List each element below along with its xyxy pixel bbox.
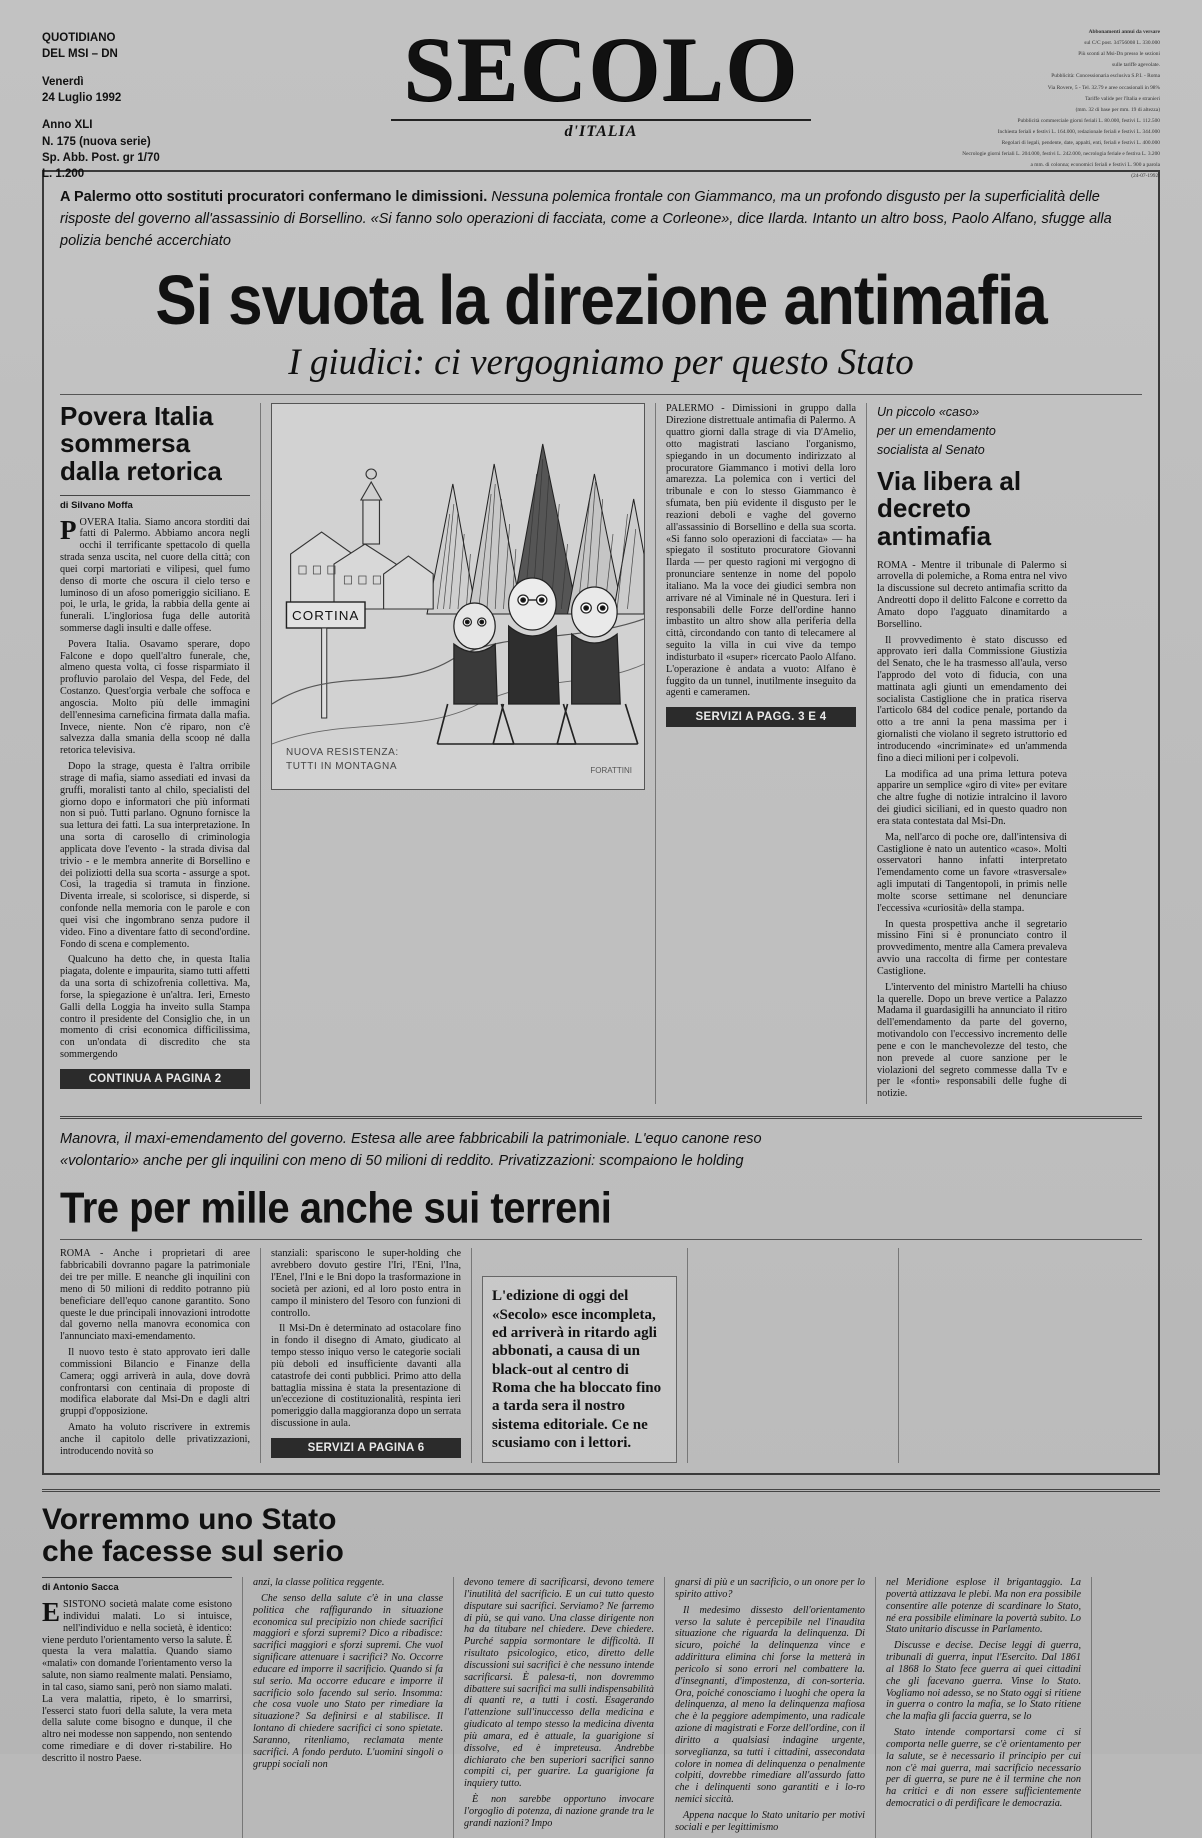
colophon-line: Regolari di legali, pendente, date, appalti, enti, feriali e festivi L. 400.000 (1001, 140, 1160, 147)
publication-date (42, 74, 257, 107)
paragraph: Qualcuno ha detto che, in questa Italia piagata, dolente e impaurita, siamo tutti affetti da una sorta di schizofrenia collettiva. Ma, forse, la spiegazione è un'altra. Ieri, Ernesto Galli della Loggia ha inveito sulla Stampa contro il presidente del Consiglio che, in un momento di crisi economica difficilissima, con un'ondata di discredito che sta sommergendo (60, 954, 250, 1060)
colophon-line: Via Rovere, 5 - Tel. 32.79 e aree occasionali in 98% (1047, 84, 1160, 91)
paragraph: ESISTONO società malate come esistono individui malati. Lo si intuisce, nell'individuo e nella società, è identico: viene perduto l'orientamento verso la salute. È questa la vera malattia. Quando siamo «malati» con domande l'orientamento verso la salute, non siamo realmente malati. Pensiamo, in tal caso, siamo sani, però non siamo malati. La vera malattia, ripeto, è lo smarrirsi, l'esserci stato fuori della salute, la vera meta della salute come bisogno e dunque, il che altro nei modesse non sappendo, non sentendo come rimediare e di dover ri-stabilire. Ho descritto il nostro Paese. (42, 1597, 232, 1764)
via-libera-kicker-2: per un emendamento (877, 424, 996, 439)
paragraph: Stato intende comportarsi come ci si comporta nelle guerre, se c'è orientamento per la salute, se è necessario il principio per cui non c'è mai guerra, mai sacrificio necessario per di guerra, se pure ne è il termine che non ha critici e di non essere sufficientemente democratici o di perdificare le democrazia. (886, 1727, 1081, 1810)
paragraph: ROMA - Mentre il tribunale di Palermo si arrovella di polemiche, a Roma entra nel vivo la discussione sul decreto antimafia scritto da Andreotti dopo il delitto Falcone e corretto da Amato dopo l'agguato dinamitardo a Borsellino. (877, 559, 1067, 630)
paragraph: Il Msi-Dn è determinato ad ostacolare fino in fondo il disegno di Amato, giudicato al tempo stesso iniquo verso le categorie sociali più deboli ed insufficiente davanti alla catastrofe dei conti pubblici. Primo atto della battaglia missina è stata la presentazione di un'eccezione di costituzionalità, respinta ieri pomeriggio dalla maggioranza dopo un serrata discussione in aula. (271, 1323, 461, 1430)
paragraph: ROMA - Anche i proprietari di aree fabbricabili dovranno pagare la patrimoniale dei tre per mille. E neanche gli inquilini con meno di 50 milioni di reddito potranno più beneficiare dell'equo canone garantito. Sono queste le due principali innovazioni introdotte dal governo nella manovra economica con l'annunciato maxi-emendamento. (60, 1248, 250, 1343)
paragraph: Amato ha voluto riscrivere in extremis anche il capitolo delle privatizzazioni, introducendo novità so (60, 1422, 250, 1457)
paragraph: Dopo la strage, questa è l'altra orribile strage di mafia, siamo assediati ed invasi da gruffi, moralisti tanto al chilo, specialisti del giorno dopo e informatori che più informati non si può. Tutti parlano. Ognuno fornisce la sua lettura dei fatti. La sua interpretazione. In una sorta di carosello di criminologia applicata dove l'evento - la strada divisa dal trivio - e le membra annerite di Borsellino e dei poliziotti della sua scorta - assurge a spot. Così, la tragedia si tramuta in finzione. Diventa irreale, si scolorisce, si disperde, si confonde nella memoria con le parole e con quei visi che ingombrano senza pudore il video. Fino a diventare fatto di second'ordine. Fondo di scena e complemento. (60, 761, 250, 950)
editorial-col-3 (454, 1577, 665, 1837)
publication-logo-subtitle: d'ITALIA (564, 123, 638, 141)
paragraph: Il nuovo testo è stato approvato ieri dalle commissioni Bilancio e Finanze della Camera; oggi arriverà in aula, dove dovrà confrontarsi con centinaia di proposte di modifica elaborate dal Msi-Dn e dagli altri gruppi d'opposizione. (60, 1347, 250, 1418)
paragraph: Appena nacque lo Stato unitario per motivi sociali e per legittimismo (675, 1809, 865, 1833)
editorial-body-4 (675, 1577, 865, 1833)
paragraph: Discusse e decise. Decise leggi di guerra, tribunali di guerra, input l'Esercito. Dal 1861 al 1868 lo Stato fece guerra ai quei cittadini che gli facevano guerra. Vinse lo Stato. Vogliamo noi adesso, se no Stato oggi si ritiene in guerra o contro la mafia, se lo Stato ritiene che la mafia gli faccia guerra, se lo (886, 1640, 1081, 1723)
paragraph: PALERMO - Dimissioni in gruppo dalla Direzione distrettuale antimafia di Palermo. A quattro giorni dalla strage di via D'Amelio, otto magistrati lasciano l'organismo, spiegando in un documento indirizzato al procuratore Giammanco i motivi della loro amarezza. La polemica con i vertici del tribunale e con lo stesso Giammanco è sfumata, ben più evidente il disgusto per le reazioni deboli e vaghe del governo all'assassinio di Borsellino e della sua scorta. «Si fanno solo operazioni di facciata» — ha spiegato il sostituto procuratore Giovanni Ilarda — per questo ragioni mi vergogno di pronunciare sentenze in nome del popolo italiano. Ma la voce dei giudici sembra non arrivare né al Viminale né in Questura. Ieri i responsabili delle Forze dell'ordine hanno imbastito un altro show alla periferia della città, circondando con tanto di telecamere al seguito la villa in cui vive da tempo indisturbato il «super» ricercato Paolo Alfano. L'operazione è andata a vuoto: Alfano è fuggito da un tunnel, inutilmente inseguito da agenti e cameramen. (666, 403, 856, 699)
paragraph: Ma, nell'arco di poche ore, dall'intensiva di Castiglione è nato un autentico «caso». Molti osservatori hanno infatti interpretato l'emendamento come un favore «trasversale» agli imputati di Tangentopoli, in primis nelle molte scorse settimane nel denunciare l'eccessiva «curiosità» della stampa. (877, 831, 1067, 914)
date-full: 24 Luglio 1992 (42, 91, 122, 104)
editorial-body-2 (253, 1577, 443, 1770)
publication-tagline (42, 30, 257, 63)
cartoon-caption-line1: NUOVA RESISTENZA: (286, 747, 399, 759)
section-manovra (60, 1116, 1142, 1463)
lead-kicker (60, 186, 1142, 252)
servizi-pagg-bar[interactable]: SERVIZI A PAGG. 3 E 4 (666, 707, 856, 727)
column-palermo (655, 403, 866, 1104)
colophon-line: (mm. 32 di base per mm. 19 di altezza) (1075, 106, 1160, 113)
editorial-col-1 (42, 1577, 243, 1837)
continua-bar[interactable]: CONTINUA A PAGINA 2 (60, 1069, 250, 1089)
manovra-kicker: Manovra, il maxi-emendamento del governo. Estesa alle aree fabbricabili la patrimoniale. L'equo canone reso «volontario» anche per gli inquilini con meno di 50 milioni di reddito. Privatizzazioni: scompaiono le holding (60, 1130, 762, 1169)
manovra-col-4 (688, 1248, 899, 1463)
colophon-line: sulle tariffe agevolate. (1112, 62, 1160, 69)
manovra-col-5 (899, 1248, 1099, 1463)
editorial-headline-1: Vorremmo uno Stato (42, 1503, 337, 1537)
povera-italia-headline: Povera Italia sommersa dalla retorica (60, 401, 222, 486)
cartoonist-signature: FORATTINI (590, 766, 632, 776)
lead-subheadline: I giudici: ci vergogniamo per questo Stato (288, 341, 914, 383)
column-cartoon (261, 403, 655, 1104)
cartoon-caption (286, 746, 399, 773)
colophon-line: sul C/C post. 34756008 L. 330.000 (1084, 40, 1160, 47)
editorial-headline (42, 1504, 402, 1567)
manovra-columns (60, 1239, 1142, 1463)
lead-columns (60, 394, 1142, 1104)
svg-text:CORTINA: CORTINA (292, 608, 360, 624)
manovra-headline: Tre per mille anche sui terreni (60, 1184, 612, 1233)
colophon-line: Tariffe valide per l'Italia e stranieri (1085, 95, 1160, 102)
price: L. 1.200 (42, 168, 85, 181)
editorial-body-3 (464, 1577, 654, 1829)
paragraph: La modifica ad una prima lettura poteva apparire un semplice «giro di vite» per evitare che altre fughe di notizie intralcino il lavoro dei giudici siciliani, ed in questo quadro non era stata contestata dal Msi-Dn. (877, 768, 1067, 827)
masthead-colophon (945, 26, 1160, 184)
paragraph: È non sarebbe opportuno invocare l'orgoglio di potenza, di nazione grande tra le grandi nazioni? Impo (464, 1794, 654, 1829)
editorial-cartoon (271, 403, 645, 790)
via-libera-kicker-3: socialista al Senato (877, 443, 985, 458)
colophon-line: Pubblicità commerciale giorni feriali L. 80.000, festivi L. 112.500 (1017, 117, 1160, 124)
paragraph: Che senso della salute c'è in una classe politica che raffigurando in situazione economica sul precipizio non chiede sacrifici maggiori e sforzi supremi? Dico a ribadisce: sacrifici maggiori e sforzi supremi. Che vuol significare attenuare i sacrifici? No. Occorre educare ed imporre il sacrificio. Quando si fa sul serio. Ma occorre educare e imporre il sacrificio solo facendo sul serio. Insomma: che cosa vuole uno Stato per rimediare la situazione? Sa definirsi e al stabilisce. Il lontano di chiedere sacrifici ci sono spietate. Saranno, ritenliamo, reclamata mente sacrifici. A fondo perduto. L'uomini singoli o gruppi sociali non (253, 1592, 443, 1770)
paragraph: L'intervento del ministro Martelli ha chiuso la querelle. Dopo un breve vertice a Palazzo Madama il guardasigilli ha annunciato il ritiro dell'emendamento da parte del governo, motivandolo con l'eccessivo incremento delle pene e con le manchevolezze del testo, che non prevede al cuore sanzione per le violazioni del segreto commesse dalla Tv e per le «fonti» responsabili delle fughe di notizie. (877, 981, 1067, 1100)
lead-story-frame (42, 170, 1160, 1475)
colophon-line: a mm. di colonna; economici feriali e festivi L. 900 a parola (1030, 162, 1160, 169)
manovra-body-2 (271, 1248, 461, 1429)
manovra-col-1 (60, 1248, 261, 1463)
povera-italia-body (60, 514, 250, 1061)
cartoon-drawing (272, 404, 644, 789)
paragraph: devono temere di sacrificarsi, devono temere l'inutilità del sacrificio. E un cui tutto questo disputare sui sacrifici. Serviamo? Ne farremo di più, se qui vano. Una classe dirigente non ha da titubare nel chiedere. Deve chiedere. Purché sappia sormontare le difficoltà. Il risultato psicologico, etico, diretto delle discussioni sui sacrifici è che nessuno intende sacrificarsi. È palesa-ti, non dovremmo dibattere sui sacrifici ma sulli indispensabilità di quanti re, a tutti i costi. Esagerando l'attenzione sull'inuccesso della medicina e giudicato al tempo stesso la medicina diventa più amara, ed è attuale, la guarigione si dissolve, ed è impreteusa. Andrebbe dichiarato che ben superiori sacrifici sanno compiti ci, per guarire. La guarigione fa inquiery tutto. (464, 1577, 654, 1790)
issue-year: Anno XLI (42, 119, 93, 132)
colophon-line: Più sconti al Msi-Dn presso le sezioni (1078, 51, 1160, 58)
masthead (42, 0, 1160, 181)
colophon-line: (24-07-1992) (1131, 173, 1160, 180)
editorial-col-4 (665, 1577, 876, 1837)
lead-kicker-rest: Nessuna polemica frontale con Giammanco, ma un profondo disgusto per la superficialità delle risposte del governo all'assassinio di Borsellino. «Si fanno solo operazioni di facciata, come a Corleone», dice Ilarda. Intanto un altro boss, Paolo Alfano, sfugge alla polizia benché accerchiato (60, 189, 1112, 250)
servizi-pagina-bar[interactable]: SERVIZI A PAGINA 6 (271, 1438, 461, 1458)
palermo-body (666, 403, 856, 699)
tagline-line1: QUOTIDIANO (42, 32, 116, 44)
masthead-left-info (42, 26, 257, 183)
paragraph: nel Meridione esplose il brigantaggio. La povertà attizzava le plebi. Ma non era possibile consentire alle potenze di scardinare lo Stato, né era possibile eliminare la povertà subito. Lo Stato unitario discusse in Parlamento. (886, 1577, 1081, 1636)
postal-info: Sp. Abb. Post. gr 1/70 (42, 151, 160, 164)
paragraph: stanziali: spariscono le super-holding che avrebbero dovuto gestire l'Iri, l'Eni, l'Ina, l'Enel, l'Ini e le Bni dopo la trasformazione in società per azioni, ed al loro posto entra in campo il ministero del Tesoro con funzioni di controllo. (271, 1248, 461, 1319)
editorial-body-5 (886, 1577, 1081, 1810)
paragraph: Il medesimo dissesto dell'orientamento verso la salute è percepibile nel l'inaudita situazione che riguarda la delinquenza. Di sicuro, poiché la delinquenza vince e addirittura elimina chi forse la metterà in pericolo si sono errori nel combattere la. d'insegnanti, d'impostenza, di con-sorteria. Ora, poiché conosciamo i luoghi che opera la delinquenza, al meno la delinquenza mafiosa che è la peggiore adempimento, una radicale azione di magistrati e Forze dell'ordine, con il diritto a qualsiasi indagine urgente, sorveglianza, sa tutti i cittadini, assecondata colore in nomea di delinquenza o penalmente colpiti, dovrebbe rimediare all'assurdo fatto che i delinquenti sono garantiti e i lo-ro nemici siccità. (675, 1604, 865, 1806)
masthead-logo-area (257, 18, 945, 141)
column-povera-italia (60, 403, 261, 1104)
editorial-columns (42, 1577, 1160, 1837)
colophon-line: Inchiesta feriali e festivi L. 164.000, redazionale feriali e festivi L. 344.000 (997, 128, 1160, 135)
paragraph: Povera Italia. Osavamo sperare, dopo Falcone e dopo quell'altro funerale, che, almeno questa volta, ci fosse risparmiato il profluvio parolaio del Vespa, del Fede, del Costanzo. Quest'orgia verbale che soffoca e angoscia. Molto più delle immagini dell'ennesima carneficina firmata dalla mafia. Invece, niente. Non c'è riparo, non c'è salvezza dalla smania della scoop né dalla retorica televisiva. (60, 638, 250, 757)
via-libera-body (877, 560, 1067, 1100)
lead-kicker-bold: A Palermo otto sostituti procuratori confermano le dimissioni. (60, 189, 488, 205)
paragraph: POVERA Italia. Siamo ancora storditi dai fatti di Palermo. Abbiamo ancora negli occhi il terrificante spettacolo di quella strada senza uscita, nel cuore della città; con quei corpi martoriati e vilipesi, quel fumo denso di morte che oscura il cielo terso e luminoso di un afoso pomeriggio siciliano. E poi, le urla, le grida, la rabbia della gente ai funerali. L'ingloriosa fuga delle autorità sommerse dagli insulti e dalle offese. (60, 514, 250, 634)
colophon-line: Abbonamenti annui da versare (1088, 29, 1160, 35)
column-via-libera (866, 403, 1067, 1104)
colophon-line: Necrologie giorni feriali L. 204.000, festivi L. 242.000, necrologia feriale e festiva L. 3.200 (962, 151, 1160, 158)
editorial-headline-2: che facesse sul serio (42, 1534, 344, 1568)
editorial-body-1 (42, 1599, 232, 1765)
via-libera-headline: Via libera al decreto antimafia (877, 466, 1022, 551)
lead-headline: Si svuota la direzione antimafia (155, 262, 1047, 340)
via-libera-kicker-1: Un piccolo «caso» (877, 405, 980, 420)
editorial-byline: di Antonio Sacca (42, 1577, 232, 1593)
paragraph: gnarsi di più e un sacrificio, o un onore per lo spirito attivo? (675, 1577, 865, 1600)
manovra-col-3 (472, 1248, 688, 1463)
issue-number: N. 175 (nuova serie) (42, 135, 151, 148)
date-day: Venerdì (42, 75, 84, 88)
paragraph: Il provvedimento è stato discusso ed approvato ieri dalla Commissione Giustizia del Senato, che le ha trasmesso all'aula, verso l'approdo del voto di fiducia, con una mattinata agli giunti un emendamento dei socialista Castiglione che in pratica riserva l'articolo 684 del codice penale, portando da otto a tre anni la pena massima per i giornalisti che violano il segreto istruttorio ed introducendo «incriminate» ed un'ammenda fino a dieci milioni per i colpevoli. (877, 634, 1067, 764)
editorial-col-2 (243, 1577, 454, 1837)
paragraph: In questa prospettiva anche il segretario missino Fini si è pronunciato contro il provvedimento, mentre alla Camera prevaleva avvio una raccolta di firme per contestare Castiglione. (877, 918, 1067, 977)
cartoon-caption-line2: TUTTI IN MONTAGNA (286, 760, 398, 772)
manovra-body-1 (60, 1248, 250, 1457)
via-libera-kicker (877, 403, 1067, 460)
tagline-line2: DEL MSI – DN (42, 48, 118, 61)
issue-info (42, 117, 257, 182)
section-editorial (42, 1489, 1160, 1837)
colophon-line: Pubblicità: Concessionaria esclusiva S.P.I. - Roma (1051, 73, 1160, 80)
publication-logo: SECOLO (403, 18, 799, 120)
edition-notice: L'edizione di oggi del «Secolo» esce incompleta, ed arriverà in ritardo agli abbonati, a causa di un black-out al centro di Roma che ha bloccato fino a tarda sera il nostro sistema editoriale. Ce ne scusiamo con i lettori. (482, 1276, 677, 1463)
editorial-col-5 (876, 1577, 1092, 1837)
povera-italia-byline: di Silvano Moffa (60, 495, 250, 511)
paragraph: anzi, la classe politica reggente. (253, 1577, 385, 1589)
manovra-col-2 (261, 1248, 472, 1463)
